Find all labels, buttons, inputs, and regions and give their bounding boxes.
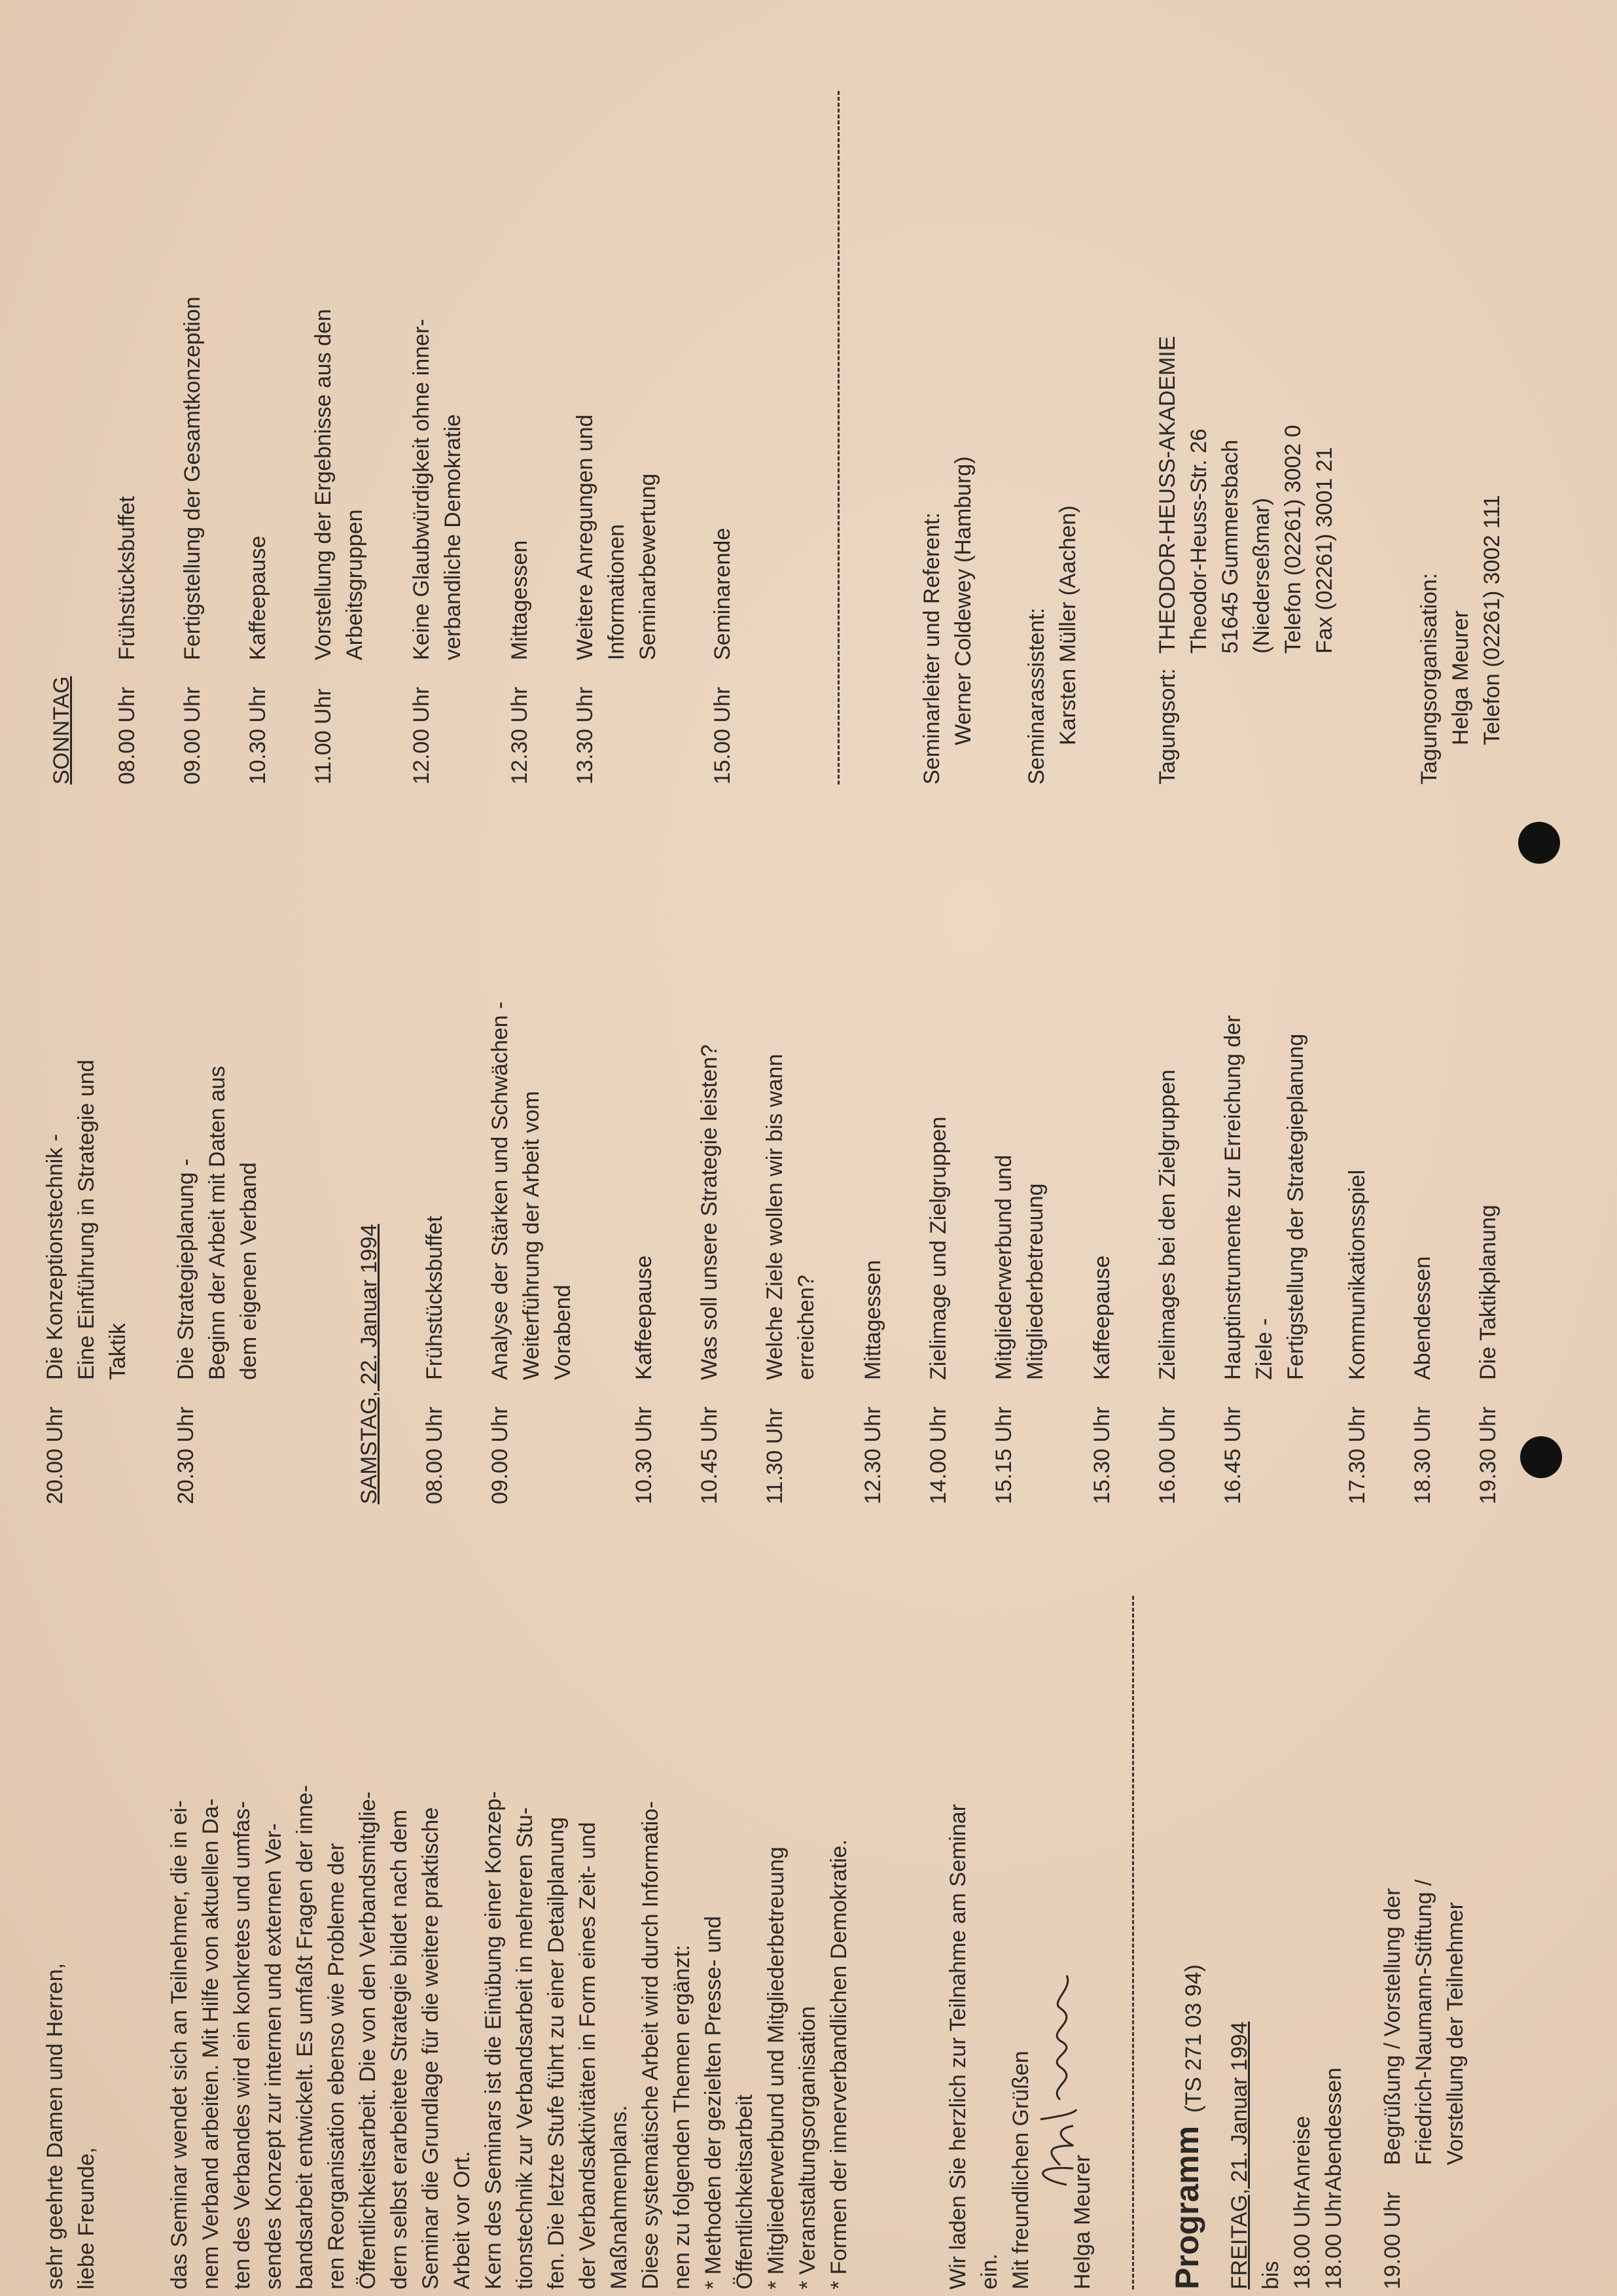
paragraph-line: Seminar die Grundlage für die weitere praktische	[418, 1807, 443, 2289]
venue-line: 51645 Gummersbach	[1218, 440, 1243, 654]
schedule-text: Fertigstellung der Strategieplanung	[1283, 1033, 1308, 1380]
schedule-text: Abendessen	[1410, 1256, 1435, 1380]
schedule-text: Fertigstellung der Gesamtkonzeption	[180, 296, 205, 660]
schedule-time: 11.00 Uhr	[311, 688, 336, 785]
venue-line: Theodor-Heuss-Str. 26	[1186, 429, 1211, 654]
venue-line: Telefon (02261) 3002 0	[1281, 425, 1306, 654]
info-value: Helga Meurer	[1448, 610, 1473, 745]
paragraph-line: das Seminar wendet sich an Teilnehmer, die in ei-	[167, 1800, 192, 2289]
schedule-text: verbandliche Demokratie	[440, 414, 465, 660]
venue-line: Fax (02261) 3001 21	[1312, 447, 1337, 654]
schedule-text: Zielimage und Zielgruppen	[926, 1116, 951, 1380]
topic-item: * Veranstaltungsorganisation	[795, 2006, 820, 2289]
schedule-text: Welche Ziele wollen wir bis wann	[762, 1053, 787, 1380]
punch-hole-right	[1518, 822, 1560, 864]
schedule-time: 09.00 Uhr	[180, 686, 205, 785]
schedule-time: 20.30 Uhr	[173, 1406, 198, 1504]
schedule-time: 09.00 Uhr	[488, 1406, 512, 1504]
paragraph-line: Diese systematische Arbeit wird durch Informatio-	[638, 1801, 663, 2289]
schedule-text: Eine Einführung in Strategie und	[74, 1059, 99, 1380]
venue-line: THEODOR-HEUSS-AKADEMIE	[1155, 336, 1180, 654]
schedule-text: Seminarbewertung	[635, 473, 660, 660]
schedule-text: Die Strategieplanung -	[173, 1158, 198, 1380]
saturday-heading: SAMSTAG, 22. Januar 1994	[357, 1224, 382, 1504]
schedule-text: Informationen	[604, 524, 629, 660]
schedule-text: dem eigenen Verband	[236, 1162, 261, 1380]
schedule-text: Kaffeepause	[631, 1255, 656, 1380]
invitation-line-1: Wir laden Sie herzlich zur Teilnahme am Seminar	[946, 1803, 970, 2289]
schedule-text: Mittagessen	[507, 540, 532, 660]
signer-name: Helga Meurer	[1070, 2155, 1095, 2289]
info-value: Werner Coldewey (Hamburg)	[951, 456, 976, 745]
paragraph-line: dern selbst erarbeitete Strategie bildet nach dem	[387, 1809, 412, 2289]
schedule-time: 12.30 Uhr	[507, 686, 532, 785]
schedule-time: 19.30 Uhr	[1476, 1406, 1501, 1504]
venue-line: (Niederseßmar)	[1249, 497, 1274, 654]
schedule-text: Vorabend	[550, 1284, 575, 1380]
paragraph-line: sendes Konzept zur internen und externen Ver-	[261, 1823, 286, 2289]
schedule-text: Friedrich-Naumann-Stiftung /	[1412, 1879, 1436, 2165]
schedule-text: Frühstücksbuffet	[422, 1216, 447, 1380]
schedule-text: Kommunikationsspiel	[1345, 1169, 1370, 1380]
schedule-time: 10.30 Uhr	[631, 1406, 656, 1504]
friday-bis: bis	[1258, 2261, 1283, 2289]
paragraph-line: der Verbandsaktivitäten in Form eines Zeit- und	[575, 1822, 600, 2289]
schedule-text: Hauptinstrumente zur Erreichung der	[1220, 1015, 1245, 1380]
schedule-text: Taktik	[105, 1323, 130, 1380]
schedule-time: 10.45 Uhr	[697, 1406, 722, 1504]
schedule-text: Kaffeepause	[245, 535, 270, 660]
schedule-time: 08.00 Uhr	[422, 1406, 447, 1504]
schedule-text: Ziele -	[1252, 1318, 1277, 1380]
paragraph-line: Arbeit vor Ort.	[450, 2151, 474, 2289]
info-value: Telefon (02261) 3002 111	[1480, 495, 1504, 745]
salutation-line-2: liebe Freunde,	[74, 2147, 99, 2289]
topic-item: * Mitgliederwerbund und Mitgliederbetreuung	[764, 1846, 789, 2289]
program-code: (TS 271 03 94)	[1181, 1964, 1206, 2113]
paragraph-line: fen. Die letzte Stufe führt zu einer Detailplanung	[544, 1817, 569, 2289]
schedule-text: Abendessen	[1321, 2067, 1346, 2191]
schedule-time: 16.45 Uhr	[1220, 1406, 1245, 1504]
topic-item: * Formen der innerverbandlichen Demokratie.	[826, 1839, 851, 2289]
schedule-text: Analyse der Stärken und Schwächen -	[488, 1001, 512, 1380]
schedule-time: 15.15 Uhr	[991, 1406, 1016, 1504]
schedule-text: Beginn der Arbeit mit Daten aus	[205, 1065, 230, 1380]
schedule-text: Vorstellung der Teilnehmer	[1443, 1902, 1468, 2165]
invitation-line-2: ein.	[977, 2253, 1002, 2289]
schedule-text: Was soll unsere Strategie leisten?	[697, 1044, 722, 1380]
paragraph-line: ren Reorganisation ebenso wie Probleme der	[324, 1843, 349, 2289]
paragraph-line: Maßnahmenplans.	[607, 2105, 631, 2289]
info-value: Karsten Müller (Aachen)	[1056, 505, 1080, 745]
paragraph-line: ten des Verbandes wird ein konkretes und umfas-	[230, 1801, 255, 2289]
schedule-time: 10.30 Uhr	[245, 686, 270, 785]
schedule-time: 12.30 Uhr	[861, 1406, 885, 1504]
schedule-text: Kaffeepause	[1090, 1255, 1114, 1380]
schedule-text: Seminarende	[710, 527, 735, 660]
divider-line	[1132, 1596, 1134, 2289]
sunday-heading: SONNTAG	[49, 676, 74, 785]
schedule-time: 19.00 Uhr	[1380, 2191, 1405, 2289]
schedule-time: 15.00 Uhr	[710, 686, 735, 785]
topic-item: Öffentlichkeitsarbeit	[732, 2094, 757, 2289]
paragraph-line: tionstechnik zur Verbandsarbeit in mehreren Stu-	[512, 1807, 537, 2289]
schedule-time: 12.00 Uhr	[409, 686, 434, 785]
schedule-text: Begrüßung / Vorstellung der	[1380, 1888, 1405, 2165]
schedule-text: Zielimages bei den Zielgruppen	[1155, 1069, 1180, 1380]
schedule-text: Arbeitsgruppen	[342, 509, 367, 660]
schedule-time: 17.30 Uhr	[1345, 1406, 1370, 1504]
schedule-text: Mitgliederbetreuung	[1023, 1183, 1048, 1380]
topic-item: * Methoden der gezielten Presse- und	[701, 1916, 726, 2289]
schedule-time: 14.00 Uhr	[926, 1406, 951, 1504]
paragraph-line: bandsarbeit entwickelt. Es umfaßt Fragen der inne-	[293, 1784, 317, 2289]
closing-line: Mit freundlichen Grüßen	[1008, 2051, 1033, 2289]
info-label: Tagungsorganisation:	[1417, 573, 1442, 785]
schedule-time: 15.30 Uhr	[1090, 1406, 1114, 1504]
schedule-time: 20.00 Uhr	[43, 1406, 67, 1504]
paragraph-line: nen zu folgenden Themen ergänzt:	[669, 1945, 694, 2289]
paragraph-line: nem Verband arbeiten. Mit Hilfe von aktuellen Da-	[198, 1798, 223, 2289]
schedule-time: 18.00 Uhr	[1290, 2191, 1315, 2289]
info-label: Seminarleiter und Referent:	[919, 512, 944, 785]
schedule-time: 11.30 Uhr	[762, 1408, 787, 1504]
schedule-text: Die Konzeptionstechnik -	[43, 1133, 67, 1380]
schedule-text: Mitgliederwerbund und	[991, 1155, 1016, 1380]
friday-heading: FREITAG, 21. Januar 1994	[1227, 2021, 1252, 2289]
program-title: Programm	[1169, 2125, 1205, 2289]
info-label: Seminarassistent:	[1024, 607, 1049, 785]
schedule-text: Vorstellung der Ergebnisse aus den	[311, 309, 336, 660]
schedule-time: 08.00 Uhr	[115, 686, 139, 785]
schedule-text: erreichen?	[794, 1275, 819, 1380]
schedule-text: Mittagessen	[861, 1260, 885, 1380]
schedule-time: 18.30 Uhr	[1410, 1406, 1435, 1504]
punch-hole-left	[1520, 1436, 1562, 1478]
schedule-text: Anreise	[1290, 2115, 1315, 2191]
schedule-time: 16.00 Uhr	[1155, 1406, 1180, 1504]
divider-line	[838, 91, 840, 785]
schedule-text: Die Taktikplanung	[1476, 1205, 1501, 1380]
schedule-text: Weiterführung der Arbeit vom	[519, 1091, 544, 1380]
info-label: Tagungsort:	[1155, 668, 1180, 785]
paragraph-line: Öffentlichkeitsarbeit. Die von den Verbandsmitglie-	[355, 1792, 380, 2289]
salutation-line-1: sehr geehrte Damen und Herren,	[43, 1963, 67, 2289]
schedule-time: 18.00 Uhr	[1321, 2191, 1346, 2289]
paragraph-line: Kern des Seminars ist die Einübung einer Konzep-	[481, 1791, 506, 2289]
schedule-text: Keine Glaubwürdigkeit ohne inner-	[409, 319, 434, 660]
schedule-text: Frühstücksbuffet	[115, 496, 139, 660]
schedule-time: 13.30 Uhr	[573, 686, 597, 785]
schedule-text: Weitere Anregungen und	[573, 414, 597, 660]
